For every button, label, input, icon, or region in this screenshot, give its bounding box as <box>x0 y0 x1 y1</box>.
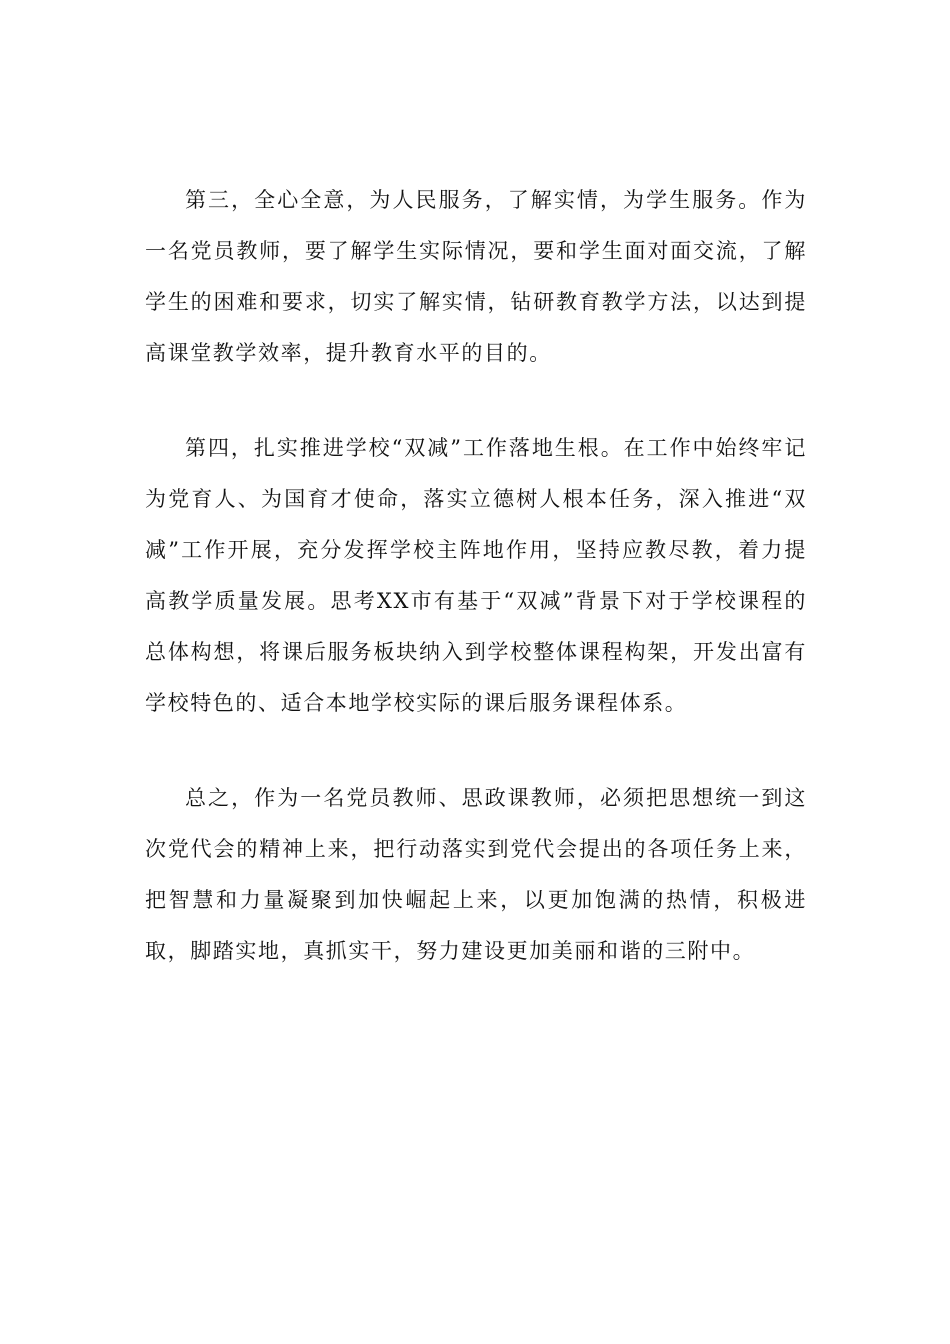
paragraph-third-point: 第三，全心全意，为人民服务，了解实情，为学生服务。作为一名党员教师，要了解学生实际情况，要和学生面对面交流，了解学生的困难和要求，切实了解实情，钻研教育教学方法，以达到提高课堂教学效率，提升教育水平的目的。 <box>145 188 807 365</box>
paragraph-conclusion: 总之，作为一名党员教师、思政课教师，必须把思想统一到这次党代会的精神上来，把行动落实到党代会提出的各项任务上来，把智慧和力量凝聚到加快崛起上来，以更加饱满的热情，积极进取，脚踏实地，真抓实干，努力建设更加美丽和谐的三附中。 <box>145 786 807 963</box>
paragraph-fourth-point: 第四，扎实推进学校“双减”工作落地生根。在工作中始终牢记为党育人、为国育才使命，落实立德树人根本任务，深入推进“双减”工作开展，充分发挥学校主阵地作用，坚持应教尽教，着力提高教学质量发展。思考XX市有基于“双减”背景下对于学校课程的总体构想，将课后服务板块纳入到学校整体课程构架，开发出富有学校特色的、适合本地学校实际的课后服务课程体系。 <box>145 436 807 715</box>
